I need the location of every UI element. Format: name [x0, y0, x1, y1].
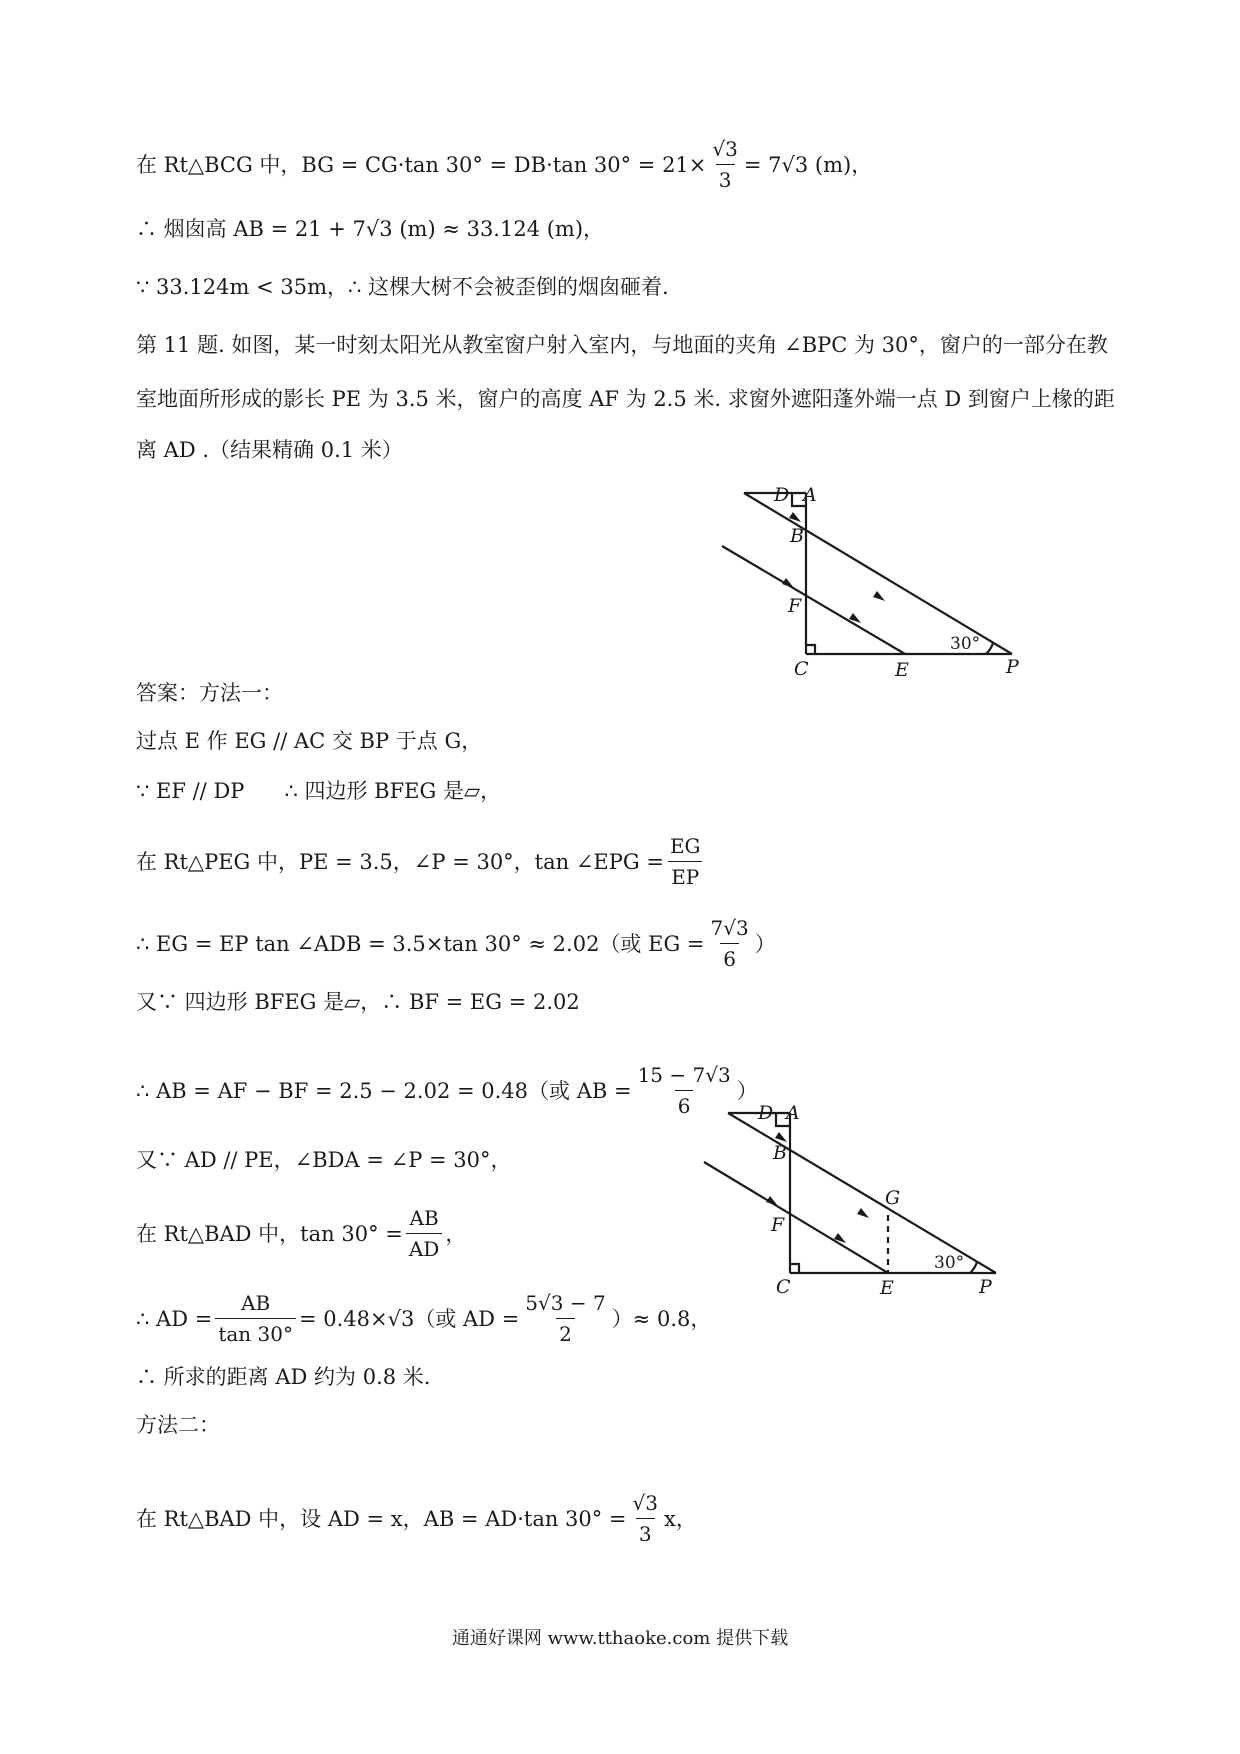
angle-label: 30°	[950, 634, 981, 654]
problem-text	[136, 435, 403, 465]
fraction	[522, 1290, 608, 1347]
text-line	[136, 214, 604, 244]
text-line	[136, 1290, 711, 1347]
fraction-numerator: 15 − 7√3	[637, 1063, 731, 1087]
text-line	[136, 1205, 466, 1262]
text-run: ∴ 所求的距离 AD 约为 0.8 米.	[136, 1365, 431, 1389]
text-run: 又∵ AD // PE，∠BDA = ∠P = 30°，	[136, 1148, 512, 1172]
point-b-label: B	[790, 525, 804, 547]
fraction-numerator: AB	[241, 1291, 271, 1315]
method-heading	[136, 1410, 220, 1440]
text-line	[136, 1362, 430, 1392]
figure-2-diagram	[694, 1102, 1024, 1315]
point-d-label: D	[758, 1102, 774, 1124]
fraction-numerator: √3	[712, 137, 738, 161]
page-footer: 通通好课网 www.tthaoke.com 提供下载	[451, 1628, 789, 1649]
fraction-denominator: tan 30°	[215, 1318, 296, 1347]
problem-text	[136, 384, 1115, 414]
point-a-label: A	[803, 484, 817, 506]
text-line	[136, 833, 707, 890]
text-run: 在 Rt△PEG 中，PE = 3.5，∠P = 30°，tan ∠EPG =	[136, 849, 664, 874]
text-run: 在 Rt△BAD 中，tan 30° =	[136, 1221, 403, 1246]
text-run: 在 Rt△BCG 中，BG = CG·tan 30° = DB·tan 30° = 21×	[136, 152, 707, 177]
fraction	[630, 1490, 661, 1547]
point-f-label: F	[771, 1214, 785, 1236]
point-a-label: A	[786, 1102, 800, 1124]
text-run: 在 Rt△BAD 中，设 AD = x，AB = AD·tan 30° =	[136, 1506, 627, 1531]
text-run: ∵ EF // DP ∴ 四边形 BFEG 是▱，	[136, 779, 502, 803]
text-line	[136, 272, 669, 302]
fraction-numerator: AB	[409, 1206, 439, 1230]
text-run: 第 11 题. 如图，某一时刻太阳光从教室窗户射入室内，与地面的夹角 ∠BPC 为 30°，窗户的一部分在教	[136, 333, 1108, 357]
fraction-denominator: 2	[556, 1318, 575, 1347]
text-run: 又∵ 四边形 BFEG 是▱，∴ BF = EG = 2.02	[136, 990, 580, 1014]
fraction-numerator: 5√3 − 7	[525, 1291, 606, 1315]
angle-label: 30°	[934, 1253, 965, 1273]
fraction	[406, 1205, 442, 1262]
text-run: 离 AD .（结果精确 0.1 米）	[136, 438, 403, 462]
point-p-label: P	[979, 1276, 992, 1298]
fraction	[667, 833, 704, 890]
point-d-label: D	[774, 484, 790, 506]
problem-text	[136, 330, 1108, 360]
fraction	[708, 915, 752, 972]
point-p-label: P	[1006, 656, 1019, 678]
point-g-label: G	[885, 1187, 901, 1209]
figure-1-diagram	[710, 485, 1040, 685]
text-run: = 0.48×√3（或 AD =	[298, 1306, 520, 1331]
point-b-label: B	[773, 1142, 787, 1164]
fraction-denominator: 6	[675, 1090, 694, 1119]
point-c-label: C	[794, 658, 809, 680]
fraction-denominator: EP	[668, 861, 702, 890]
fraction-numerator: 7√3	[710, 916, 749, 940]
text-run: ，	[445, 1221, 467, 1246]
text-run: 室地面所形成的影长 PE 为 3.5 米，窗户的高度 AF 为 2.5 米. 求窗外遮阳蓬外端一点 D 到窗户上椽的距	[136, 387, 1115, 411]
text-run: ∴ AB = AF − BF = 2.5 − 2.02 = 0.48（或 AB =	[136, 1078, 632, 1103]
text-line	[136, 726, 482, 756]
fraction-denominator: AD	[406, 1233, 442, 1262]
text-run: ）	[754, 931, 776, 956]
point-e-label: E	[880, 1277, 894, 1299]
fraction	[215, 1290, 296, 1347]
point-f-label: F	[788, 595, 802, 617]
fraction-denominator: 3	[716, 164, 735, 193]
text-run: ∵ 33.124m < 35m，∴ 这棵大树不会被歪倒的烟囱砸着.	[136, 275, 669, 299]
text-line	[136, 136, 872, 193]
text-line	[136, 915, 776, 972]
text-run: ∴ 烟囱高 AB = 21 + 7√3 (m) ≈ 33.124 (m)，	[136, 217, 605, 241]
text-line	[136, 776, 501, 806]
text-line	[136, 1062, 758, 1119]
text-run: ）	[736, 1078, 758, 1103]
answer-heading	[136, 678, 283, 708]
text-line	[136, 1490, 697, 1547]
point-e-label: E	[895, 659, 909, 681]
text-line	[136, 1145, 512, 1175]
text-run: ∴ AD =	[136, 1306, 213, 1331]
text-run: 方法二：	[136, 1413, 220, 1437]
fraction-numerator: √3	[632, 1491, 658, 1515]
text-line	[136, 987, 580, 1017]
text-run: 过点 E 作 EG // AC 交 BP 于点 G，	[136, 729, 483, 753]
fraction-numerator: EG	[669, 834, 701, 858]
point-c-label: C	[776, 1276, 791, 1298]
text-run: x，	[664, 1506, 697, 1531]
text-run: = 7√3 (m)，	[743, 152, 873, 177]
text-run: ∴ EG = EP tan ∠ADB = 3.5×tan 30° ≈ 2.02（或 EG =	[136, 931, 705, 956]
fraction-denominator: 3	[636, 1518, 655, 1547]
fraction	[709, 136, 740, 193]
fraction-denominator: 6	[720, 943, 739, 972]
text-run: 答案：方法一：	[136, 681, 283, 705]
text-run: ）≈ 0.8，	[611, 1306, 712, 1331]
